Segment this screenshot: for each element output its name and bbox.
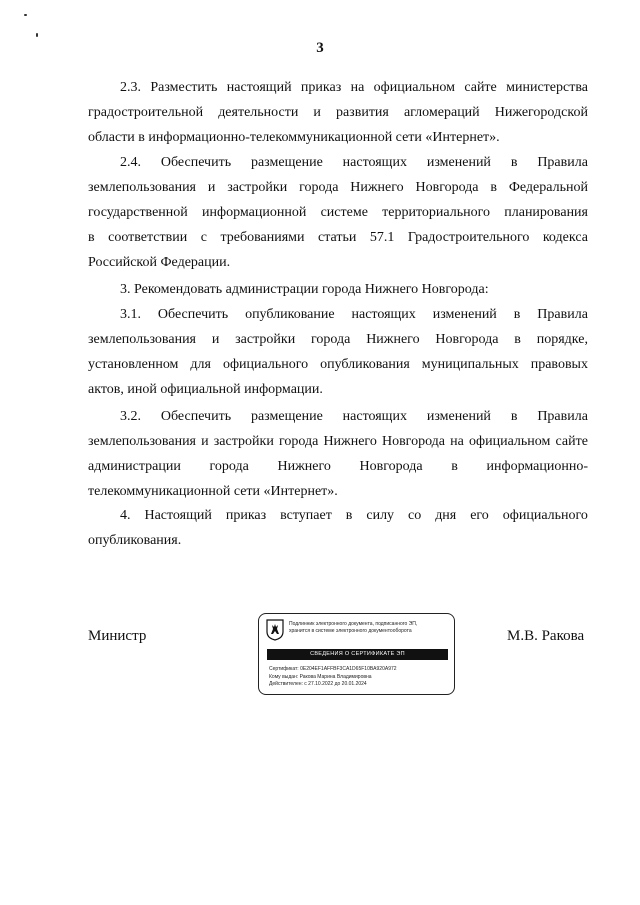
paragraph-line: 3. Рекомендовать администрации города Нижнего Новгорода: [120, 282, 489, 297]
paragraph-line: опубликования. [88, 533, 182, 548]
paragraph [88, 503, 588, 553]
paragraph-line: государственной информационной системе территориального планирования [88, 205, 588, 220]
paragraph-line: в соответствии с требованиями статьи 57.1 Градостроительного кодекса [88, 230, 588, 245]
stamp-header-line: хранится в системе электронного документооборота [289, 627, 412, 634]
paragraph [88, 75, 588, 150]
paragraph-line: градостроительной деятельности и развития агломераций Нижегородской [88, 105, 588, 120]
paragraph [88, 277, 588, 302]
scan-speck [36, 33, 38, 37]
paragraph-line: 3.2. Обеспечить размещение настоящих изменений в Правила [120, 409, 588, 424]
stamp-title-bar: СВЕДЕНИЯ О СЕРТИФИКАТЕ ЭП [267, 649, 448, 660]
paragraph-line: телекоммуникационной сети «Интернет». [88, 484, 338, 499]
paragraph-line: 3.1. Обеспечить опубликование настоящих изменений в Правила [120, 307, 588, 322]
paragraph [88, 150, 588, 275]
signature-name: М.В. Ракова [507, 628, 585, 644]
stamp-details [269, 666, 449, 689]
paragraph-line: 2.4. Обеспечить размещение настоящих изменений в Правила [120, 155, 588, 170]
paragraph-line: 4. Настоящий приказ вступает в силу со дня его официального [120, 508, 588, 523]
certificate-number: Сертификат: 0E204EF1AFFBF3CA1D65F10BA920A972 [269, 666, 397, 672]
page-number: 3 [316, 40, 324, 56]
stamp-header [289, 621, 451, 634]
paragraph-line: землепользования и застройки города Нижнего Новгорода в порядке, [88, 332, 588, 347]
paragraph [88, 404, 588, 504]
certificate-validity: Действителен: с 27.10.2022 до 20.01.2024 [269, 681, 367, 687]
paragraph [88, 302, 588, 402]
paragraph-line: 2.3. Разместить настоящий приказ на официальном сайте министерства [120, 80, 588, 95]
paragraph-line: землепользования и застройки города Нижнего Новгорода в Федеральной [88, 180, 588, 195]
paragraph-line: актов, иной официальной информации. [88, 382, 323, 397]
paragraph-line: землепользования и застройки города Нижнего Новгорода на официальном сайте [88, 434, 588, 449]
stamp-header-line: Подлинник электронного документа, подписанного ЭП, [289, 621, 418, 627]
paragraph-line: установленном для официального опубликования муниципальных правовых [88, 357, 588, 372]
scan-speck [24, 14, 27, 16]
paragraph-line: Российской Федерации. [88, 255, 231, 270]
paragraph-line: администрации города Нижнего Новгорода в информационно- [88, 459, 588, 474]
deer-emblem-icon [265, 619, 285, 641]
electronic-signature-stamp [258, 613, 455, 695]
paragraph-line: области в информационно-телекоммуникационной сети «Интернет». [88, 130, 500, 145]
certificate-owner: Кому выдан: Ракова Марина Владимировна [269, 673, 372, 680]
signature-position: Министр [88, 628, 147, 644]
